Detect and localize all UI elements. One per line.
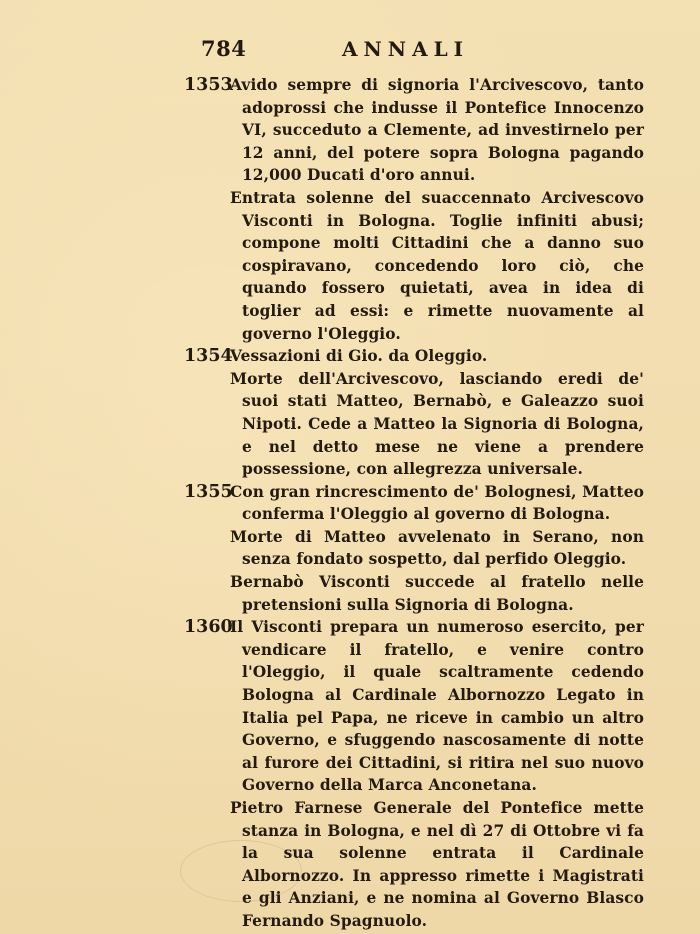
annals-entries	[184, 74, 644, 933]
entry-year: 1355	[184, 481, 233, 502]
entry-body	[230, 481, 644, 617]
entry-body	[230, 616, 644, 932]
entry-body	[230, 345, 644, 481]
entry-paragraph: Con gran rincrescimento de' Bolognesi, Matteo conferma l'Oleggio al governo di Bologna.	[230, 482, 644, 524]
entry-body	[230, 74, 644, 345]
page-number: 784	[201, 36, 247, 61]
entry-paragraph: Morte dell'Arcivescovo, lasciando eredi de' suoi stati Matteo, Bernabò, e Galeazzo suoi Nipoti. Cede a Matteo la Signoria di Bologna, e nel detto mese ne viene a prendere possessione, con allegrezza universale.	[230, 369, 644, 479]
entry-year: 1353	[184, 75, 233, 95]
entry-year: 1360	[184, 617, 233, 638]
entry-paragraph: Avido sempre di signoria l'Arcivescovo, tanto adoprossi che indusse il Pontefice Innocenzo VI, succeduto a Clemente, ad investirnelo per 12 anni, del potere sopra Bologna pagando 12,000 Ducati d'oro annui.	[230, 76, 644, 185]
year-entry-1354	[184, 345, 644, 481]
entry-paragraph: Il Visconti prepara un numeroso esercito, per vendicare il fratello, e venire contro l'Oleggio, il quale scaltramente cedendo Bologna al Cardinale Albornozzo Legato in Italia pel Papa, ne riceve in cambio un altro Governo, e sfuggendo nascosamente di notte al furore dei Cittadini, si ritira nel suo nuovo Governo della Marca Anconetana.	[230, 618, 644, 795]
entry-year: 1354	[184, 346, 233, 367]
entry-paragraph: Vessazioni di Gio. da Oleggio.	[230, 347, 488, 366]
entry-paragraph: Bernabò Visconti succede al fratello nelle pretensioni sulla Signoria di Bologna.	[230, 573, 644, 614]
year-entry-1360	[184, 616, 644, 932]
year-entry-1353	[184, 74, 644, 345]
entry-paragraph: Morte di Matteo avvelenato in Serano, non senza fondato sospetto, dal perfido Oleggio.	[230, 527, 644, 569]
running-head: ANNALI	[342, 37, 470, 61]
page-header	[201, 36, 621, 62]
entry-paragraph: Pietro Farnese Generale del Pontefice mette stanza in Bologna, e nel dì 27 di Ottobre vi fa la sua solenne entrata il Cardinale Albornozzo. In appresso rimette i Magistrati e gli Anziani, e ne nomina al Governo Blasco Fernando Spagnuolo.	[230, 799, 644, 930]
entry-paragraph: Entrata solenne del suaccennato Arcivescovo Visconti in Bologna. Toglie infiniti abusi; compone molti Cittadini che a danno suo cospiravano, concedendo loro ciò, che quando fossero quietati, avea in idea di toglier ad essi: e rimette nuovamente al governo l'Oleggio.	[230, 188, 644, 343]
year-entry-1355	[184, 481, 644, 617]
